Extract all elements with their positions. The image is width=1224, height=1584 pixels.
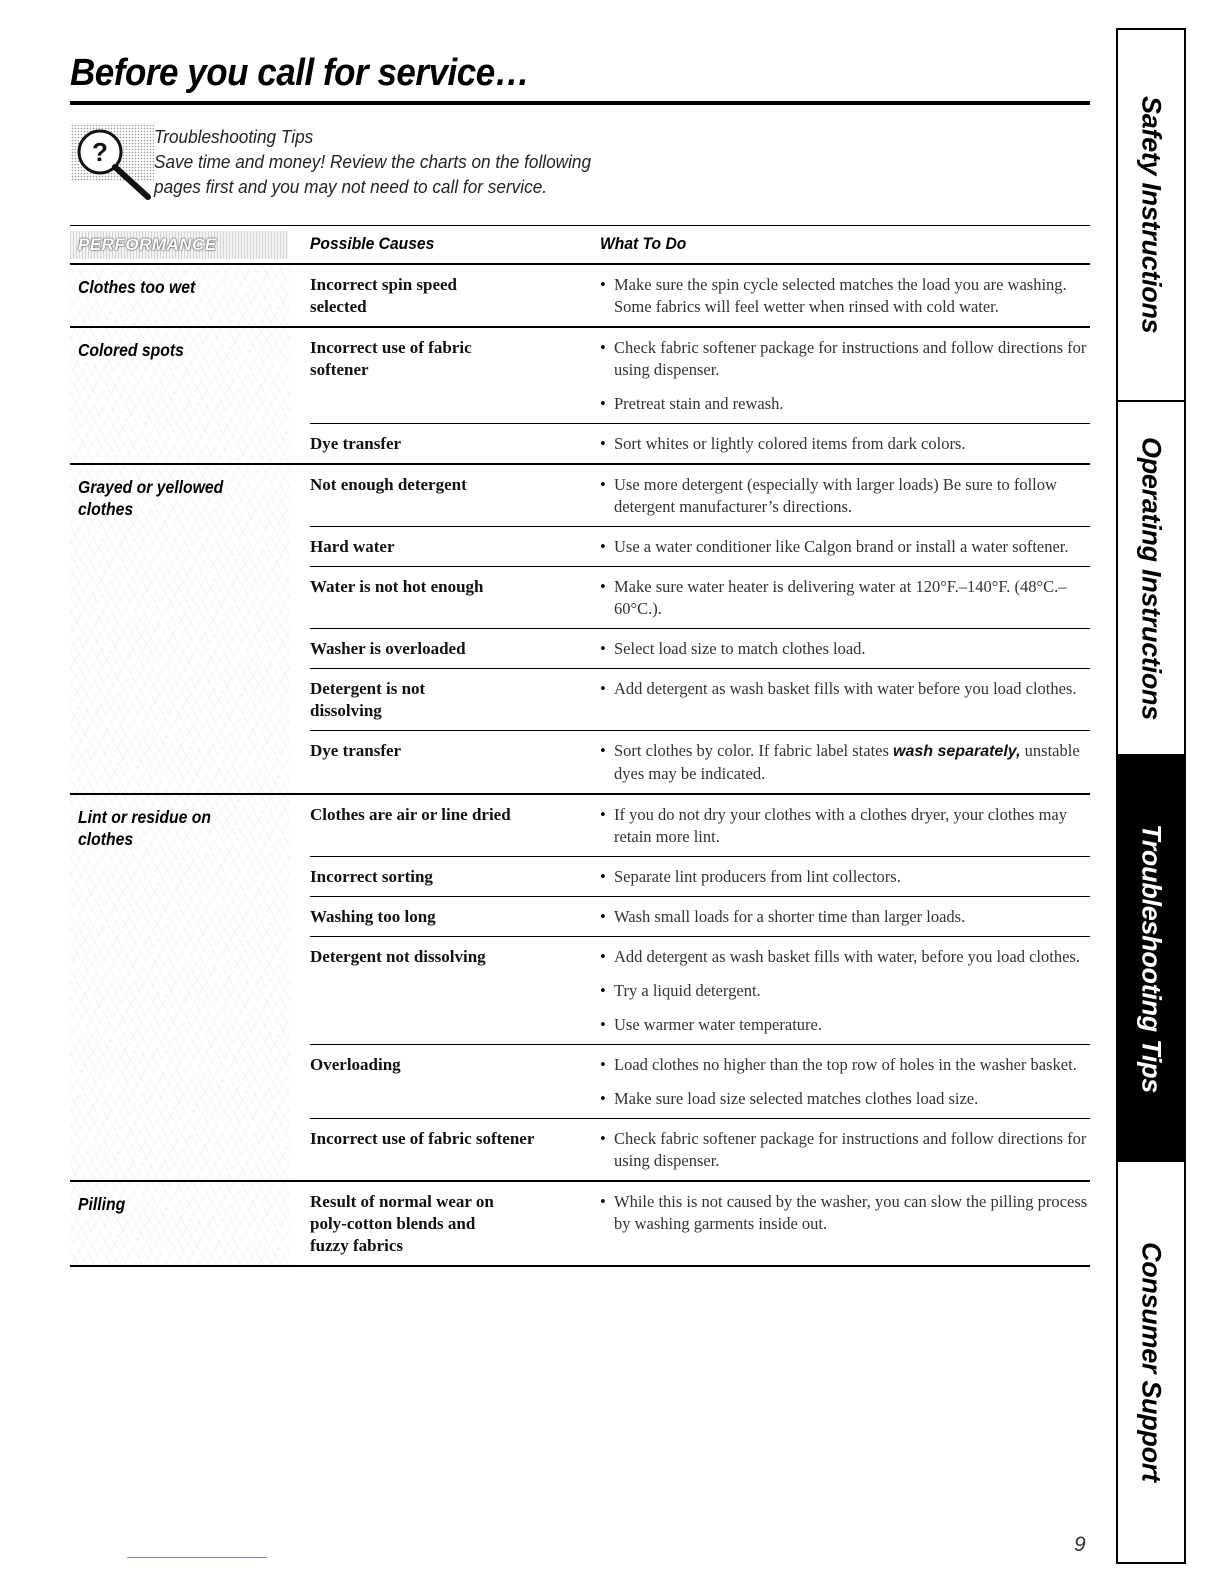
todo-text: unstable dyes may be indicated. [614, 741, 1080, 783]
todo-bullet: • Wash small loads for a shorter time than larger loads. [600, 906, 1090, 928]
problem-section [70, 1182, 1090, 1267]
what-to-do [600, 576, 1090, 620]
side-tab-label: Operating Instructions [1136, 436, 1167, 720]
todo-bullet: • Check fabric softener package for instructions and follow directions for using dispenser. [600, 337, 1090, 381]
todo-bullet: • Make sure water heater is delivering water at 120°F.–140°F. (48°C.–60°C.). [600, 576, 1090, 620]
possible-cause-line: Incorrect use of fabric [310, 338, 472, 357]
todo-bullet: • Use more detergent (especially with larger loads) Be sure to follow detergent manufacturer’s directions. [600, 474, 1090, 518]
table-row [310, 1044, 1090, 1118]
cause-list [310, 328, 1090, 463]
possible-cause [310, 576, 600, 620]
problem-label-line: clothes [78, 829, 134, 849]
possible-cause-line: Dye transfer [310, 434, 402, 453]
table-row [310, 668, 1090, 730]
possible-cause-line: Water is not hot enough [310, 577, 484, 596]
todo-bullet: • Select load size to match clothes load. [600, 638, 1090, 660]
table-row [310, 423, 1090, 463]
what-to-do [600, 474, 1090, 518]
todo-text: Sort clothes by color. If fabric label states [614, 741, 894, 760]
cause-list [310, 1182, 1090, 1265]
table-row [310, 1118, 1090, 1180]
todo-bullet: • Add detergent as wash basket fills with water, before you load clothes. [600, 946, 1090, 968]
page-title: Before you call for service… [70, 52, 530, 94]
side-tab-label: Troubleshooting Tips [1136, 823, 1167, 1093]
what-to-do [600, 866, 1090, 888]
todo-bullet: • Separate lint producers from lint collectors. [600, 866, 1090, 888]
possible-cause-line: selected [310, 297, 367, 316]
todo-bullet [600, 740, 1090, 785]
what-to-do [600, 906, 1090, 928]
table-header [70, 225, 1090, 265]
todo-bullet: • Check fabric softener package for instructions and follow directions for using dispenser. [600, 1128, 1090, 1172]
table-row [310, 896, 1090, 936]
possible-cause [310, 337, 600, 415]
table-body [70, 265, 1090, 1267]
side-tab-troubleshooting[interactable] [1118, 756, 1184, 1162]
problem-label-line: clothes [78, 499, 134, 519]
table-row [310, 328, 1090, 423]
column-header-todo: What To Do [600, 234, 687, 253]
table-row [310, 795, 1090, 856]
possible-cause [310, 1128, 600, 1172]
problem-section [70, 328, 1090, 465]
problem-label-line: Pilling [78, 1194, 126, 1214]
possible-cause [310, 1191, 600, 1257]
table-row [310, 628, 1090, 668]
todo-bullet: • Pretreat stain and rewash. [600, 393, 1090, 415]
question-magnifier-icon [68, 115, 168, 205]
side-tab-label: Safety Instructions [1136, 96, 1167, 334]
side-tab-strip [1116, 28, 1186, 1564]
problem-section [70, 465, 1090, 795]
problem-label-line: Lint or residue on [78, 807, 212, 827]
what-to-do [600, 1054, 1090, 1110]
side-tab-safety[interactable] [1118, 30, 1184, 402]
possible-cause [310, 866, 600, 888]
possible-cause-line: Hard water [310, 537, 395, 556]
possible-cause-line: Result of normal wear on [310, 1192, 494, 1211]
possible-cause-line: Clothes are air or line dried [310, 805, 511, 824]
tips-heading: Troubleshooting Tips [154, 126, 314, 147]
footer-rule [127, 1557, 267, 1558]
tips-line: Save time and money! Review the charts on the following [154, 151, 592, 172]
troubleshooting-table [70, 225, 1090, 1267]
possible-cause-line: poly-cotton blends and [310, 1214, 476, 1233]
possible-cause-line: fuzzy fabrics [310, 1236, 404, 1255]
what-to-do [600, 536, 1090, 558]
cause-list [310, 465, 1090, 793]
cause-list [310, 795, 1090, 1180]
side-tab-label: Consumer Support [1136, 1242, 1167, 1482]
emphasis-text: wash separately, [893, 743, 1021, 760]
possible-cause [310, 946, 600, 1036]
possible-cause [310, 536, 600, 558]
table-row [310, 526, 1090, 566]
possible-cause-line: Washer is overloaded [310, 639, 466, 658]
todo-bullet: • Make sure the spin cycle selected matches the load you are washing. Some fabrics will feel wetter when rinsed with cold water. [600, 274, 1090, 318]
title-rule [70, 101, 1090, 105]
problem-label-line: Colored spots [78, 340, 184, 360]
problem-section [70, 265, 1090, 328]
possible-cause [310, 1054, 600, 1110]
tips-block [154, 124, 675, 199]
category-label: PERFORMANCE [70, 231, 288, 259]
page-number: 9 [1074, 1533, 1086, 1556]
tips-line: pages first and you may not need to call for service. [154, 176, 548, 197]
table-row [310, 936, 1090, 1044]
problem-label [70, 265, 290, 326]
table-row [310, 566, 1090, 628]
what-to-do [600, 1191, 1090, 1257]
todo-bullet: • While this is not caused by the washer, you can slow the pilling process by washing garments inside out. [600, 1191, 1090, 1235]
problem-section [70, 795, 1090, 1182]
possible-cause-line: Incorrect spin speed [310, 275, 458, 294]
possible-cause-line: softener [310, 360, 369, 379]
problem-label-line: Grayed or yellowed [78, 477, 224, 497]
possible-cause-line: Dye transfer [310, 741, 402, 760]
possible-cause-line: Detergent is not [310, 679, 426, 698]
possible-cause [310, 906, 600, 928]
table-row [310, 1182, 1090, 1265]
table-row [310, 265, 1090, 326]
what-to-do [600, 740, 1090, 785]
problem-label [70, 1182, 290, 1265]
what-to-do [600, 337, 1090, 415]
possible-cause [310, 274, 600, 318]
possible-cause [310, 740, 600, 785]
what-to-do [600, 1128, 1090, 1172]
possible-cause [310, 474, 600, 518]
todo-bullet: • Use warmer water temperature. [600, 1014, 1090, 1036]
todo-bullet: • Load clothes no higher than the top row of holes in the washer basket. [600, 1054, 1090, 1076]
column-header-causes: Possible Causes [310, 234, 435, 253]
todo-bullet: • Try a liquid detergent. [600, 980, 1090, 1002]
svg-text:?: ? [92, 137, 108, 167]
what-to-do [600, 678, 1090, 722]
what-to-do [600, 274, 1090, 318]
possible-cause [310, 804, 600, 848]
what-to-do [600, 433, 1090, 455]
todo-bullet: • Add detergent as wash basket fills with water before you load clothes. [600, 678, 1090, 700]
table-row [310, 856, 1090, 896]
side-tab-consumer[interactable] [1118, 1162, 1184, 1562]
cause-list [310, 265, 1090, 326]
todo-bullet: • If you do not dry your clothes with a clothes dryer, your clothes may retain more lint. [600, 804, 1090, 848]
problem-label [70, 795, 290, 1180]
todo-bullet: • Make sure load size selected matches clothes load size. [600, 1088, 1090, 1110]
possible-cause-line: Not enough detergent [310, 475, 467, 494]
what-to-do [600, 804, 1090, 848]
problem-label-line: Clothes too wet [78, 277, 196, 297]
side-tab-operating[interactable] [1118, 402, 1184, 756]
problem-label [70, 328, 290, 463]
possible-cause [310, 638, 600, 660]
possible-cause [310, 433, 600, 455]
what-to-do [600, 946, 1090, 1036]
possible-cause-line: Overloading [310, 1055, 401, 1074]
todo-bullet: • Sort whites or lightly colored items from dark colors. [600, 433, 1090, 455]
possible-cause-line: Detergent not dissolving [310, 947, 486, 966]
possible-cause-line: Incorrect use of fabric softener [310, 1129, 535, 1148]
possible-cause-line: Incorrect sorting [310, 867, 433, 886]
problem-label [70, 465, 290, 793]
possible-cause-line: Washing too long [310, 907, 436, 926]
what-to-do [600, 638, 1090, 660]
table-row [310, 730, 1090, 793]
possible-cause [310, 678, 600, 722]
possible-cause-line: dissolving [310, 701, 382, 720]
table-row [310, 465, 1090, 526]
todo-bullet: • Use a water conditioner like Calgon brand or install a water softener. [600, 536, 1090, 558]
